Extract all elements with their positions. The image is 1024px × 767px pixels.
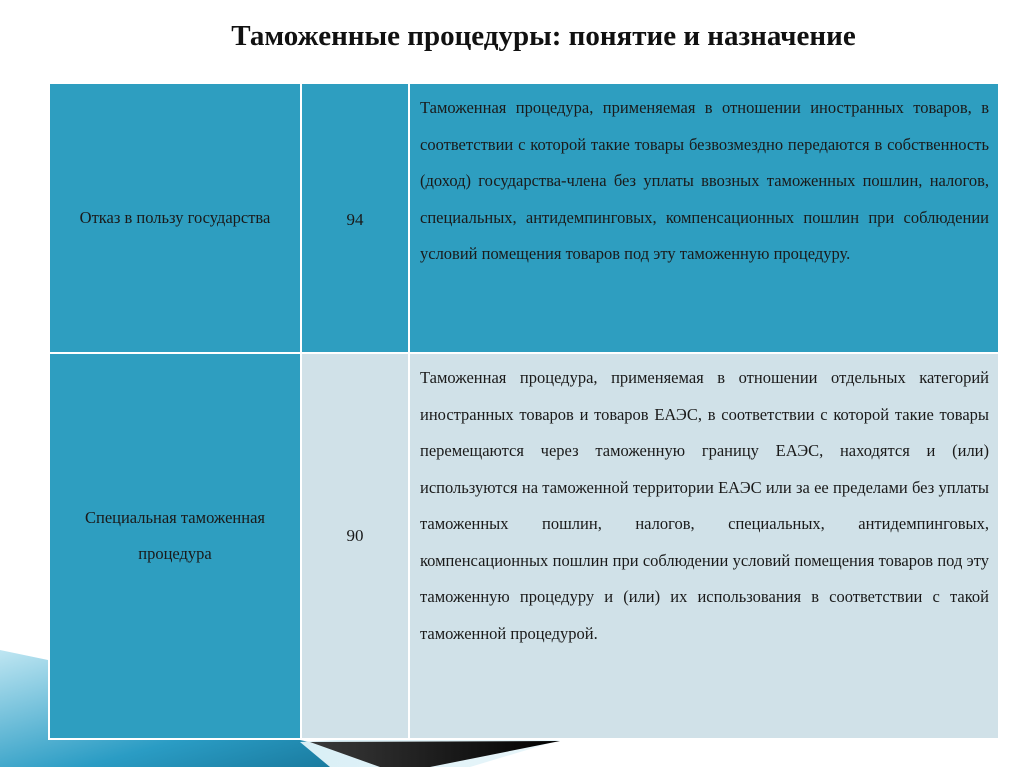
procedure-description-cell — [409, 353, 999, 739]
procedure-name: Специальная таможенная процедура — [84, 508, 265, 563]
procedure-code-cell — [301, 353, 409, 739]
procedure-description-cell — [409, 83, 999, 353]
procedure-code-cell — [301, 83, 409, 353]
table-row — [49, 83, 999, 353]
corner-dark-swoosh — [310, 741, 560, 767]
table-row — [49, 353, 999, 739]
procedure-description: Таможенная процедура, применяемая в отношении иностранных товаров, в соответствии с которой такие товары безвозмездно передаются в собственность (доход) государства-члена без уплаты ввозных таможенных пошлин, налогов, специальных, антидемпинговых, компенсационных пошлин при соблюдении условий помещения товаров под эту таможенную процедуру. — [420, 98, 989, 263]
procedure-name-cell — [49, 353, 301, 739]
slide-title: Таможенные процедуры: понятие и назначение — [231, 20, 856, 52]
procedure-code: 94 — [346, 210, 364, 229]
customs-procedures-table — [48, 82, 1000, 740]
procedure-name: Отказ в пользу государства — [79, 208, 271, 227]
procedure-name-cell — [49, 83, 301, 353]
procedure-description: Таможенная процедура, применяемая в отношении отдельных категорий иностранных товаров и товаров ЕАЭС, в соответствии с которой такие товары перемещаются через таможенную границу ЕАЭС, находятся и (или) используются на таможенной территории ЕАЭС или за ее пределами без уплаты таможенных пошлин, налогов, специальных, антидемпинговых, компенсационных пошлин при соблюдении условий помещения товаров под эту таможенную процедуру и (или) их использования в соответствии с такой таможенной процедурой. — [420, 368, 989, 643]
procedure-code: 90 — [346, 526, 364, 545]
